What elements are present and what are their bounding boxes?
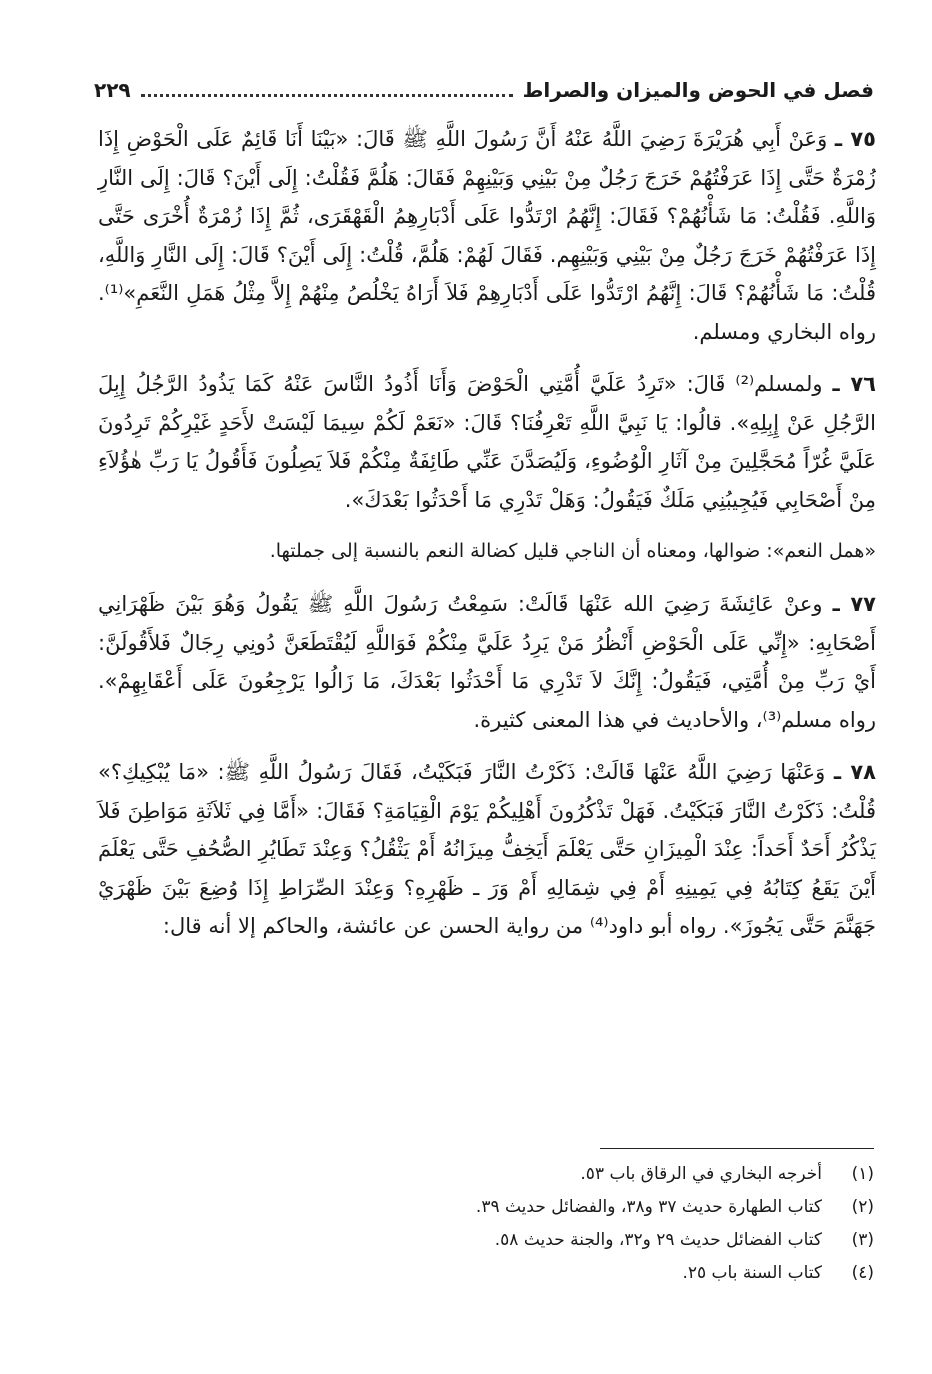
hadith-number: ٧٧ ـ — [832, 592, 876, 616]
hadith-text: وعنْ عَائِشَةَ رَضِيَ الله عَنْهَا قَالَتْ: سَمِعْتُ رَسُولَ اللَّهِ ﷺ يَقُولُ وَهُوَ بَيْنَ ظَهْرَانِي أَصْحَابِهِ: «إِنِّي عَلَى الْحَوْضِ أَنْظُرُ مَنْ يَرِدُ عَلَيَّ مِنْكُمْ فَوَاللَّهِ لَيُقْتَطَعَنَّ دُونِي رِجَالٌ فَلأَقُولَنَّ: أَيْ رَبِّ مِنْ أُمَّتِي، فَيَقُولُ: إِنَّكَ لاَ تَدْرِي مَا أَحْدَثُوا بَعْدَكَ، مَا زَالُوا يَرْجِعُونَ عَلَى أَعْقَابِهِمْ». رواه مسلم⁽³⁾، والأحاديث في هذا المعنى كثيرة. — [98, 592, 876, 732]
footnote-item — [98, 1191, 874, 1224]
footnote-text: كتاب الفضائل حديث ٢٩ و٣٢، والجنة حديث ٥٨. — [494, 1230, 822, 1250]
footnote-separator — [600, 1148, 874, 1149]
hadith-number: ٧٦ ـ — [832, 372, 876, 396]
footnote-mark: (٢) — [851, 1197, 874, 1217]
footnote-item — [98, 1224, 874, 1257]
gloss-note: «همل النعم»: ضوالها، ومعناه أن الناجي قليل كضالة النعم بالنسبة إلى جملتها. — [269, 540, 876, 562]
footnote-item — [98, 1158, 874, 1191]
hadith-number: ٧٥ ـ — [834, 127, 876, 151]
page-body — [98, 120, 876, 960]
hadith-76 — [98, 365, 876, 519]
footnote-item — [98, 1257, 874, 1290]
hadith-text: وَعَنْهَا رَضِيَ اللَّهُ عَنْهَا قَالَتْ: ذَكَرْتُ النَّارَ فَبَكَيْتُ، فَقَالَ رَسُولُ اللَّهِ ﷺ: «مَا يُبْكِيكِ؟» قُلْتُ: ذَكَرْتُ النَّارَ فَبَكَيْتُ. فَهَلْ تَذْكُرُونَ أَهْلِيكُمْ يَوْمَ الْقِيَامَةِ؟ فَقَالَ: «أَمَّا فِي ثَلاَثَةِ مَوَاطِنَ فَلاَ يَذْكُرُ أَحَدٌ أَحَداً: عِنْدَ الْمِيزَانِ حَتَّى يَعْلَمَ أَيَخِفُّ مِيزَانُهُ أَمْ يَثْقُلُ؟ وَعِنْدَ تَطَايُرِ الصُّحُفِ حَتَّى يَعْلَمَ أَيْنَ يَقَعُ كِتَابُهُ فِي يَمِينِهِ أَمْ فِي شِمَالِهِ أَمْ وَرَ ـ ظَهْرِهِ؟ وَعِنْدَ الصِّرَاطِ إِذَا وُضِعَ بَيْنَ ظَهْرَيْ جَهَنَّمَ حَتَّى يَجُوزَ». رواه أبو داود⁽⁴⁾ من رواية الحسن عن عائشة، والحاكم إلا أنه قال: — [98, 760, 876, 938]
hadith-text: ولمسلم⁽²⁾ قَالَ: «تَرِدُ عَلَيَّ أُمَّتِي الْحَوْضَ وَأَنَا أَذُودُ النَّاسَ عَنْهُ كَمَا يَذُودُ الرَّجُلُ إِبِلَ الرَّجُلِ عَنْ إِبِلِهِ». قالُوا: يَا نَبِيَّ اللَّهِ تَعْرِفُنَا؟ قَالَ: «نَعَمْ لَكُمْ سِيمَا لَيْسَتْ لأَحَدٍ غَيْرِكُمْ تَرِدُونَ عَلَيَّ غُرّاً مُحَجَّلِينَ مِنْ آثَارِ الْوُضُوءِ، وَلَيُصَدَّنَ عَنِّي طَائِفَةٌ مِنْكُمْ فَلاَ يَصِلُونَ فَأَقُولُ يَا رَبِّ هٰؤُلاَءِ مِنْ أَصْحَابِي فَيُجِيبُنِي مَلَكٌ فَيَقُولُ: وَهَلْ تَدْرِي مَا أَحْدَثُوا بَعْدَكَ». — [98, 372, 876, 512]
hadith-78 — [98, 753, 876, 946]
hadith-number: ٧٨ ـ — [833, 760, 876, 784]
footnote-mark: (٣) — [851, 1230, 874, 1250]
page-header — [94, 72, 874, 108]
running-title: فصل في الحوض والميزان والصراط — [522, 78, 874, 102]
hadith-75 — [98, 120, 876, 351]
footnotes — [98, 1158, 874, 1290]
footnote-mark: (٤) — [851, 1263, 874, 1283]
page-number: ٢٢٩ — [94, 78, 131, 102]
hadith-77 — [98, 585, 876, 739]
footnote-text: أخرجه البخاري في الرقاق باب ٥٣. — [580, 1164, 822, 1184]
footnote-text: كتاب السنة باب ٢٥. — [682, 1263, 822, 1283]
header-dot-leader — [141, 84, 513, 97]
footnote-text: كتاب الطهارة حديث ٣٧ و٣٨، والفضائل حديث ٣٩. — [475, 1197, 822, 1217]
footnote-mark: (١) — [851, 1164, 874, 1184]
hadith-text: وَعَنْ أَبِي هُرَيْرَةَ رَضِيَ اللَّهُ عَنْهُ أَنَّ رَسُولَ اللَّهِ ﷺ قَالَ: «بَيْنَا أَنَا قَائِمٌ عَلَى الْحَوْضِ إِذَا زُمْرَةٌ حَتَّى إِذَا عَرَفْتُهُمْ خَرَجَ رَجُلٌ مِنْ بَيْنِي وَبَيْنِهِمْ فَقَالَ: هَلُمَّ فَقُلْتُ: إِلَى أَيْنَ؟ قَالَ: إِلَى النَّارِ وَاللَّهِ. فَقُلْتُ: مَا شَأْنُهُمْ؟ فَقَالَ: إِنَّهُمُ ارْتَدُّوا عَلَى أَدْبَارِهِمُ الْقَهْقَرَى، ثُمَّ إِذَا زُمْرَةٌ أُخْرَى حَتَّى إِذَا عَرَفْتُهُمْ خَرَجَ رَجُلٌ مِنْ بَيْنِي وَبَيْنِهِم. فَقَالَ لَهُمْ: هَلُمَّ، قُلْتُ: إِلَى أَيْنَ؟ قَالَ: إِلَى النَّارِ وَاللَّهِ، قُلْتُ: مَا شَأْنُهُمْ؟ قَالَ: إِنَّهُمُ ارْتَدُّوا عَلَى أَدْبَارِهِمْ فَلاَ أَرَاهُ يَخْلُصُ مِنْهُمْ إِلاَّ مِثْلُ هَمَلِ النَّعَمِ»⁽¹⁾. رواه البخاري ومسلم. — [98, 127, 876, 344]
